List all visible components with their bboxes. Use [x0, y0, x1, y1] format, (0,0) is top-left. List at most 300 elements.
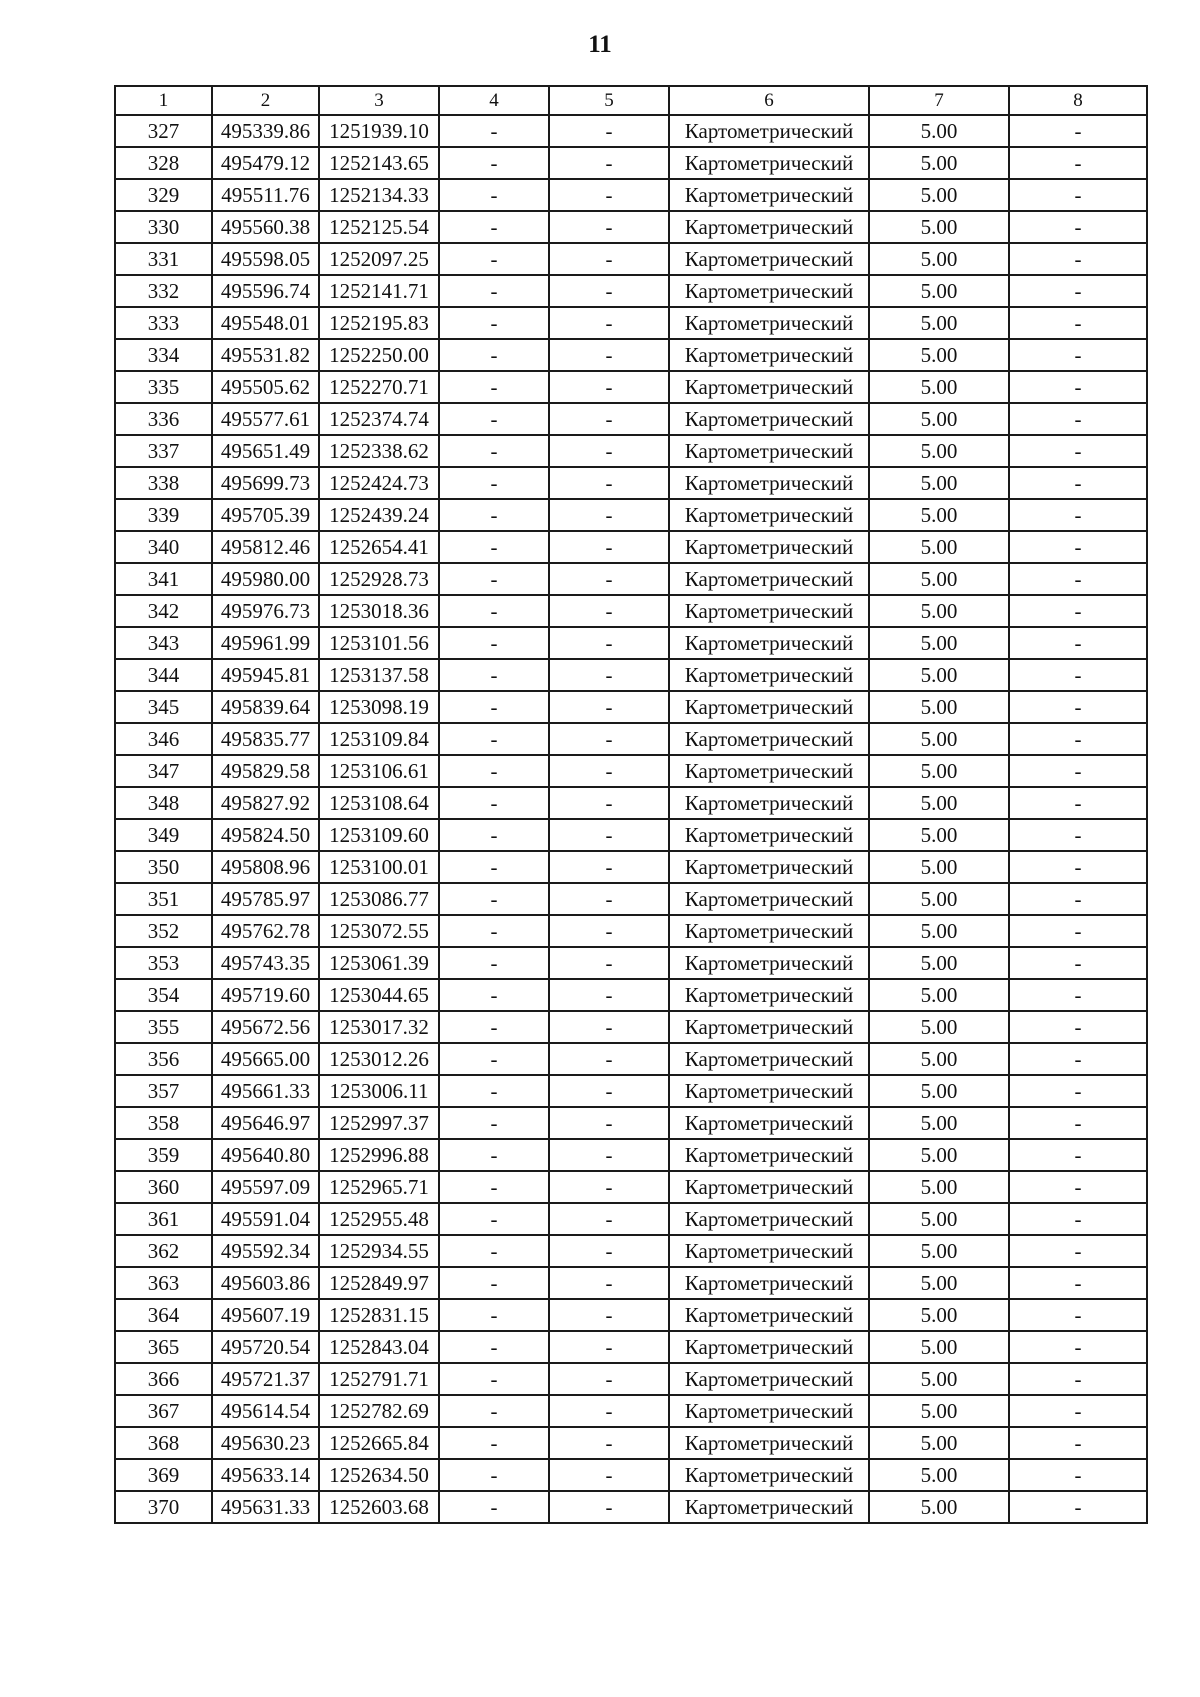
cell-col-5: - — [549, 1075, 669, 1107]
cell-accuracy: 5.00 — [869, 275, 1009, 307]
cell-col-5: - — [549, 915, 669, 947]
cell-col-4: - — [439, 851, 549, 883]
cell-method: Картометрический — [669, 659, 869, 691]
cell-y-coordinate: 1252634.50 — [319, 1459, 439, 1491]
cell-x-coordinate: 495640.80 — [212, 1139, 319, 1171]
cell-y-coordinate: 1252997.37 — [319, 1107, 439, 1139]
cell-point-number: 349 — [115, 819, 212, 851]
cell-point-number: 363 — [115, 1267, 212, 1299]
cell-col-8: - — [1009, 467, 1147, 499]
cell-col-4: - — [439, 499, 549, 531]
cell-col-5: - — [549, 435, 669, 467]
cell-col-5: - — [549, 819, 669, 851]
cell-accuracy: 5.00 — [869, 531, 1009, 563]
cell-y-coordinate: 1252996.88 — [319, 1139, 439, 1171]
cell-col-5: - — [549, 1395, 669, 1427]
cell-col-8: - — [1009, 851, 1147, 883]
table-row — [115, 179, 1147, 211]
cell-point-number: 332 — [115, 275, 212, 307]
cell-col-8: - — [1009, 435, 1147, 467]
table-row — [115, 1043, 1147, 1075]
cell-col-8: - — [1009, 1299, 1147, 1331]
cell-accuracy: 5.00 — [869, 787, 1009, 819]
cell-col-5: - — [549, 947, 669, 979]
cell-x-coordinate: 495598.05 — [212, 243, 319, 275]
cell-accuracy: 5.00 — [869, 499, 1009, 531]
cell-x-coordinate: 495651.49 — [212, 435, 319, 467]
cell-col-5: - — [549, 467, 669, 499]
cell-x-coordinate: 495633.14 — [212, 1459, 319, 1491]
cell-method: Картометрический — [669, 1491, 869, 1523]
cell-col-4: - — [439, 787, 549, 819]
cell-point-number: 342 — [115, 595, 212, 627]
cell-col-4: - — [439, 723, 549, 755]
cell-method: Картометрический — [669, 1139, 869, 1171]
table-row — [115, 979, 1147, 1011]
column-header-3: 3 — [319, 86, 439, 115]
cell-y-coordinate: 1253018.36 — [319, 595, 439, 627]
cell-col-8: - — [1009, 243, 1147, 275]
cell-accuracy: 5.00 — [869, 691, 1009, 723]
table-row — [115, 371, 1147, 403]
cell-col-5: - — [549, 883, 669, 915]
cell-col-8: - — [1009, 659, 1147, 691]
cell-point-number: 347 — [115, 755, 212, 787]
cell-point-number: 358 — [115, 1107, 212, 1139]
cell-method: Картометрический — [669, 1363, 869, 1395]
cell-accuracy: 5.00 — [869, 563, 1009, 595]
cell-point-number: 365 — [115, 1331, 212, 1363]
cell-col-5: - — [549, 403, 669, 435]
cell-point-number: 362 — [115, 1235, 212, 1267]
cell-point-number: 353 — [115, 947, 212, 979]
cell-x-coordinate: 495661.33 — [212, 1075, 319, 1107]
cell-point-number: 360 — [115, 1171, 212, 1203]
cell-col-4: - — [439, 1075, 549, 1107]
table-row — [115, 851, 1147, 883]
table-row — [115, 1011, 1147, 1043]
cell-y-coordinate: 1253098.19 — [319, 691, 439, 723]
cell-col-4: - — [439, 1363, 549, 1395]
table-row — [115, 563, 1147, 595]
cell-accuracy: 5.00 — [869, 659, 1009, 691]
cell-col-4: - — [439, 819, 549, 851]
cell-method: Картометрический — [669, 435, 869, 467]
cell-accuracy: 5.00 — [869, 1075, 1009, 1107]
cell-col-4: - — [439, 1139, 549, 1171]
cell-accuracy: 5.00 — [869, 435, 1009, 467]
cell-point-number: 331 — [115, 243, 212, 275]
cell-method: Картометрический — [669, 851, 869, 883]
table-row — [115, 1235, 1147, 1267]
cell-col-4: - — [439, 883, 549, 915]
cell-y-coordinate: 1253106.61 — [319, 755, 439, 787]
column-header-5: 5 — [549, 86, 669, 115]
cell-method: Картометрический — [669, 115, 869, 147]
table-row — [115, 819, 1147, 851]
cell-col-5: - — [549, 595, 669, 627]
column-header-2: 2 — [212, 86, 319, 115]
cell-y-coordinate: 1253109.84 — [319, 723, 439, 755]
cell-method: Картометрический — [669, 179, 869, 211]
cell-point-number: 338 — [115, 467, 212, 499]
cell-y-coordinate: 1252141.71 — [319, 275, 439, 307]
cell-point-number: 367 — [115, 1395, 212, 1427]
cell-col-5: - — [549, 531, 669, 563]
cell-y-coordinate: 1252965.71 — [319, 1171, 439, 1203]
cell-accuracy: 5.00 — [869, 979, 1009, 1011]
cell-col-5: - — [549, 1011, 669, 1043]
cell-method: Картометрический — [669, 1043, 869, 1075]
column-header-7: 7 — [869, 86, 1009, 115]
cell-method: Картометрический — [669, 211, 869, 243]
cell-accuracy: 5.00 — [869, 883, 1009, 915]
table-row — [115, 1363, 1147, 1395]
column-header-4: 4 — [439, 86, 549, 115]
cell-point-number: 345 — [115, 691, 212, 723]
cell-col-4: - — [439, 563, 549, 595]
cell-method: Картометрический — [669, 627, 869, 659]
cell-col-5: - — [549, 179, 669, 211]
cell-col-5: - — [549, 1107, 669, 1139]
cell-col-4: - — [439, 1171, 549, 1203]
cell-method: Картометрический — [669, 883, 869, 915]
cell-point-number: 368 — [115, 1427, 212, 1459]
cell-x-coordinate: 495945.81 — [212, 659, 319, 691]
cell-col-8: - — [1009, 1459, 1147, 1491]
table-row — [115, 1491, 1147, 1523]
cell-x-coordinate: 495597.09 — [212, 1171, 319, 1203]
cell-x-coordinate: 495603.86 — [212, 1267, 319, 1299]
table-row — [115, 627, 1147, 659]
cell-x-coordinate: 495591.04 — [212, 1203, 319, 1235]
cell-col-8: - — [1009, 531, 1147, 563]
cell-col-5: - — [549, 1267, 669, 1299]
table-row — [115, 1427, 1147, 1459]
cell-col-8: - — [1009, 819, 1147, 851]
table-row — [115, 1459, 1147, 1491]
cell-col-8: - — [1009, 563, 1147, 595]
cell-method: Картометрический — [669, 1075, 869, 1107]
cell-method: Картометрический — [669, 275, 869, 307]
cell-col-8: - — [1009, 275, 1147, 307]
cell-x-coordinate: 495839.64 — [212, 691, 319, 723]
table-row — [115, 1203, 1147, 1235]
cell-x-coordinate: 495577.61 — [212, 403, 319, 435]
cell-accuracy: 5.00 — [869, 947, 1009, 979]
cell-x-coordinate: 495339.86 — [212, 115, 319, 147]
cell-method: Картометрический — [669, 307, 869, 339]
cell-accuracy: 5.00 — [869, 307, 1009, 339]
cell-y-coordinate: 1252134.33 — [319, 179, 439, 211]
cell-accuracy: 5.00 — [869, 1331, 1009, 1363]
cell-col-8: - — [1009, 1107, 1147, 1139]
cell-accuracy: 5.00 — [869, 1107, 1009, 1139]
cell-col-8: - — [1009, 339, 1147, 371]
cell-accuracy: 5.00 — [869, 1267, 1009, 1299]
cell-col-4: - — [439, 435, 549, 467]
cell-method: Картометрический — [669, 915, 869, 947]
cell-y-coordinate: 1252654.41 — [319, 531, 439, 563]
cell-col-5: - — [549, 307, 669, 339]
cell-point-number: 339 — [115, 499, 212, 531]
cell-col-8: - — [1009, 947, 1147, 979]
cell-col-4: - — [439, 627, 549, 659]
table-row — [115, 339, 1147, 371]
cell-col-5: - — [549, 755, 669, 787]
cell-y-coordinate: 1253109.60 — [319, 819, 439, 851]
table-row — [115, 211, 1147, 243]
cell-method: Картометрический — [669, 403, 869, 435]
cell-accuracy: 5.00 — [869, 627, 1009, 659]
cell-method: Картометрический — [669, 1011, 869, 1043]
cell-x-coordinate: 495699.73 — [212, 467, 319, 499]
cell-y-coordinate: 1252097.25 — [319, 243, 439, 275]
cell-col-4: - — [439, 211, 549, 243]
cell-point-number: 344 — [115, 659, 212, 691]
table-row — [115, 1107, 1147, 1139]
cell-accuracy: 5.00 — [869, 915, 1009, 947]
cell-accuracy: 5.00 — [869, 723, 1009, 755]
cell-col-8: - — [1009, 147, 1147, 179]
cell-method: Картометрический — [669, 755, 869, 787]
cell-accuracy: 5.00 — [869, 1299, 1009, 1331]
cell-x-coordinate: 495560.38 — [212, 211, 319, 243]
cell-col-8: - — [1009, 915, 1147, 947]
cell-method: Картометрический — [669, 1203, 869, 1235]
cell-y-coordinate: 1252250.00 — [319, 339, 439, 371]
cell-x-coordinate: 495762.78 — [212, 915, 319, 947]
cell-method: Картометрический — [669, 1427, 869, 1459]
cell-y-coordinate: 1252791.71 — [319, 1363, 439, 1395]
cell-col-4: - — [439, 1491, 549, 1523]
cell-accuracy: 5.00 — [869, 851, 1009, 883]
cell-col-8: - — [1009, 179, 1147, 211]
cell-col-8: - — [1009, 1395, 1147, 1427]
cell-method: Картометрический — [669, 563, 869, 595]
table-row — [115, 1171, 1147, 1203]
cell-x-coordinate: 495592.34 — [212, 1235, 319, 1267]
cell-col-4: - — [439, 243, 549, 275]
cell-x-coordinate: 495976.73 — [212, 595, 319, 627]
cell-x-coordinate: 495824.50 — [212, 819, 319, 851]
cell-x-coordinate: 495665.00 — [212, 1043, 319, 1075]
cell-y-coordinate: 1252424.73 — [319, 467, 439, 499]
cell-col-8: - — [1009, 1267, 1147, 1299]
cell-col-4: - — [439, 1427, 549, 1459]
cell-method: Картометрический — [669, 1331, 869, 1363]
cell-col-4: - — [439, 115, 549, 147]
cell-col-8: - — [1009, 1139, 1147, 1171]
cell-col-8: - — [1009, 787, 1147, 819]
cell-col-8: - — [1009, 979, 1147, 1011]
cell-y-coordinate: 1252195.83 — [319, 307, 439, 339]
cell-y-coordinate: 1253100.01 — [319, 851, 439, 883]
table-body — [115, 115, 1147, 1523]
cell-col-4: - — [439, 1459, 549, 1491]
cell-y-coordinate: 1252270.71 — [319, 371, 439, 403]
cell-accuracy: 5.00 — [869, 115, 1009, 147]
cell-y-coordinate: 1253072.55 — [319, 915, 439, 947]
cell-method: Картометрический — [669, 371, 869, 403]
cell-col-4: - — [439, 339, 549, 371]
cell-point-number: 334 — [115, 339, 212, 371]
cell-accuracy: 5.00 — [869, 371, 1009, 403]
cell-col-4: - — [439, 1299, 549, 1331]
cell-col-4: - — [439, 915, 549, 947]
cell-col-4: - — [439, 1011, 549, 1043]
cell-point-number: 364 — [115, 1299, 212, 1331]
cell-col-8: - — [1009, 1043, 1147, 1075]
cell-y-coordinate: 1252782.69 — [319, 1395, 439, 1427]
cell-accuracy: 5.00 — [869, 1427, 1009, 1459]
cell-col-5: - — [549, 851, 669, 883]
cell-col-8: - — [1009, 627, 1147, 659]
cell-point-number: 341 — [115, 563, 212, 595]
page-number: 11 — [588, 31, 612, 58]
cell-y-coordinate: 1252338.62 — [319, 435, 439, 467]
cell-x-coordinate: 495479.12 — [212, 147, 319, 179]
cell-point-number: 355 — [115, 1011, 212, 1043]
cell-col-8: - — [1009, 403, 1147, 435]
cell-accuracy: 5.00 — [869, 1139, 1009, 1171]
cell-col-5: - — [549, 1043, 669, 1075]
column-header-1: 1 — [115, 86, 212, 115]
cell-x-coordinate: 495631.33 — [212, 1491, 319, 1523]
cell-col-8: - — [1009, 1171, 1147, 1203]
cell-point-number: 354 — [115, 979, 212, 1011]
cell-col-8: - — [1009, 1363, 1147, 1395]
cell-col-8: - — [1009, 1331, 1147, 1363]
table-row — [115, 723, 1147, 755]
table-row — [115, 403, 1147, 435]
cell-col-5: - — [549, 1139, 669, 1171]
cell-col-8: - — [1009, 307, 1147, 339]
cell-method: Картометрический — [669, 691, 869, 723]
cell-x-coordinate: 495720.54 — [212, 1331, 319, 1363]
cell-accuracy: 5.00 — [869, 1043, 1009, 1075]
cell-method: Картометрический — [669, 1299, 869, 1331]
column-header-8: 8 — [1009, 86, 1147, 115]
cell-col-4: - — [439, 1331, 549, 1363]
cell-col-5: - — [549, 371, 669, 403]
cell-col-4: - — [439, 755, 549, 787]
table-row — [115, 1299, 1147, 1331]
cell-x-coordinate: 495719.60 — [212, 979, 319, 1011]
cell-method: Картометрический — [669, 595, 869, 627]
table-row — [115, 787, 1147, 819]
cell-x-coordinate: 495835.77 — [212, 723, 319, 755]
cell-point-number: 351 — [115, 883, 212, 915]
cell-x-coordinate: 495607.19 — [212, 1299, 319, 1331]
cell-col-8: - — [1009, 1491, 1147, 1523]
cell-col-8: - — [1009, 1075, 1147, 1107]
table-row — [115, 883, 1147, 915]
cell-y-coordinate: 1252374.74 — [319, 403, 439, 435]
cell-x-coordinate: 495980.00 — [212, 563, 319, 595]
cell-point-number: 327 — [115, 115, 212, 147]
cell-accuracy: 5.00 — [869, 1171, 1009, 1203]
cell-method: Картометрический — [669, 1267, 869, 1299]
cell-col-4: - — [439, 1043, 549, 1075]
cell-y-coordinate: 1253086.77 — [319, 883, 439, 915]
cell-x-coordinate: 495743.35 — [212, 947, 319, 979]
cell-col-8: - — [1009, 115, 1147, 147]
cell-col-4: - — [439, 1267, 549, 1299]
cell-method: Картометрический — [669, 1459, 869, 1491]
cell-accuracy: 5.00 — [869, 819, 1009, 851]
table-row — [115, 435, 1147, 467]
cell-x-coordinate: 495548.01 — [212, 307, 319, 339]
cell-method: Картометрический — [669, 1395, 869, 1427]
cell-method: Картометрический — [669, 531, 869, 563]
cell-method: Картометрический — [669, 787, 869, 819]
cell-point-number: 352 — [115, 915, 212, 947]
table-row — [115, 1331, 1147, 1363]
cell-method: Картометрический — [669, 339, 869, 371]
cell-accuracy: 5.00 — [869, 1491, 1009, 1523]
cell-col-4: - — [439, 179, 549, 211]
cell-y-coordinate: 1253137.58 — [319, 659, 439, 691]
cell-y-coordinate: 1252125.54 — [319, 211, 439, 243]
cell-method: Картометрический — [669, 723, 869, 755]
cell-accuracy: 5.00 — [869, 403, 1009, 435]
cell-col-5: - — [549, 115, 669, 147]
cell-col-5: - — [549, 243, 669, 275]
cell-col-4: - — [439, 979, 549, 1011]
cell-method: Картометрический — [669, 819, 869, 851]
cell-x-coordinate: 495961.99 — [212, 627, 319, 659]
table-row — [115, 659, 1147, 691]
cell-point-number: 350 — [115, 851, 212, 883]
table-row — [115, 115, 1147, 147]
cell-method: Картометрический — [669, 947, 869, 979]
cell-point-number: 369 — [115, 1459, 212, 1491]
cell-col-5: - — [549, 659, 669, 691]
cell-col-5: - — [549, 1203, 669, 1235]
table-row — [115, 531, 1147, 563]
cell-y-coordinate: 1252928.73 — [319, 563, 439, 595]
cell-y-coordinate: 1252849.97 — [319, 1267, 439, 1299]
cell-col-5: - — [549, 1331, 669, 1363]
cell-col-8: - — [1009, 1203, 1147, 1235]
cell-accuracy: 5.00 — [869, 595, 1009, 627]
cell-col-5: - — [549, 339, 669, 371]
cell-accuracy: 5.00 — [869, 467, 1009, 499]
cell-col-8: - — [1009, 211, 1147, 243]
cell-point-number: 361 — [115, 1203, 212, 1235]
column-header-6: 6 — [669, 86, 869, 115]
cell-col-4: - — [439, 403, 549, 435]
table-row — [115, 1395, 1147, 1427]
cell-accuracy: 5.00 — [869, 1459, 1009, 1491]
cell-x-coordinate: 495511.76 — [212, 179, 319, 211]
cell-col-4: - — [439, 467, 549, 499]
table-row — [115, 1267, 1147, 1299]
cell-col-5: - — [549, 1491, 669, 1523]
cell-col-4: - — [439, 691, 549, 723]
cell-y-coordinate: 1253017.32 — [319, 1011, 439, 1043]
cell-col-8: - — [1009, 691, 1147, 723]
cell-point-number: 348 — [115, 787, 212, 819]
cell-point-number: 343 — [115, 627, 212, 659]
cell-method: Картометрический — [669, 1235, 869, 1267]
cell-x-coordinate: 495827.92 — [212, 787, 319, 819]
table-row — [115, 499, 1147, 531]
table-header-row — [115, 86, 1147, 115]
cell-point-number: 329 — [115, 179, 212, 211]
cell-x-coordinate: 495630.23 — [212, 1427, 319, 1459]
